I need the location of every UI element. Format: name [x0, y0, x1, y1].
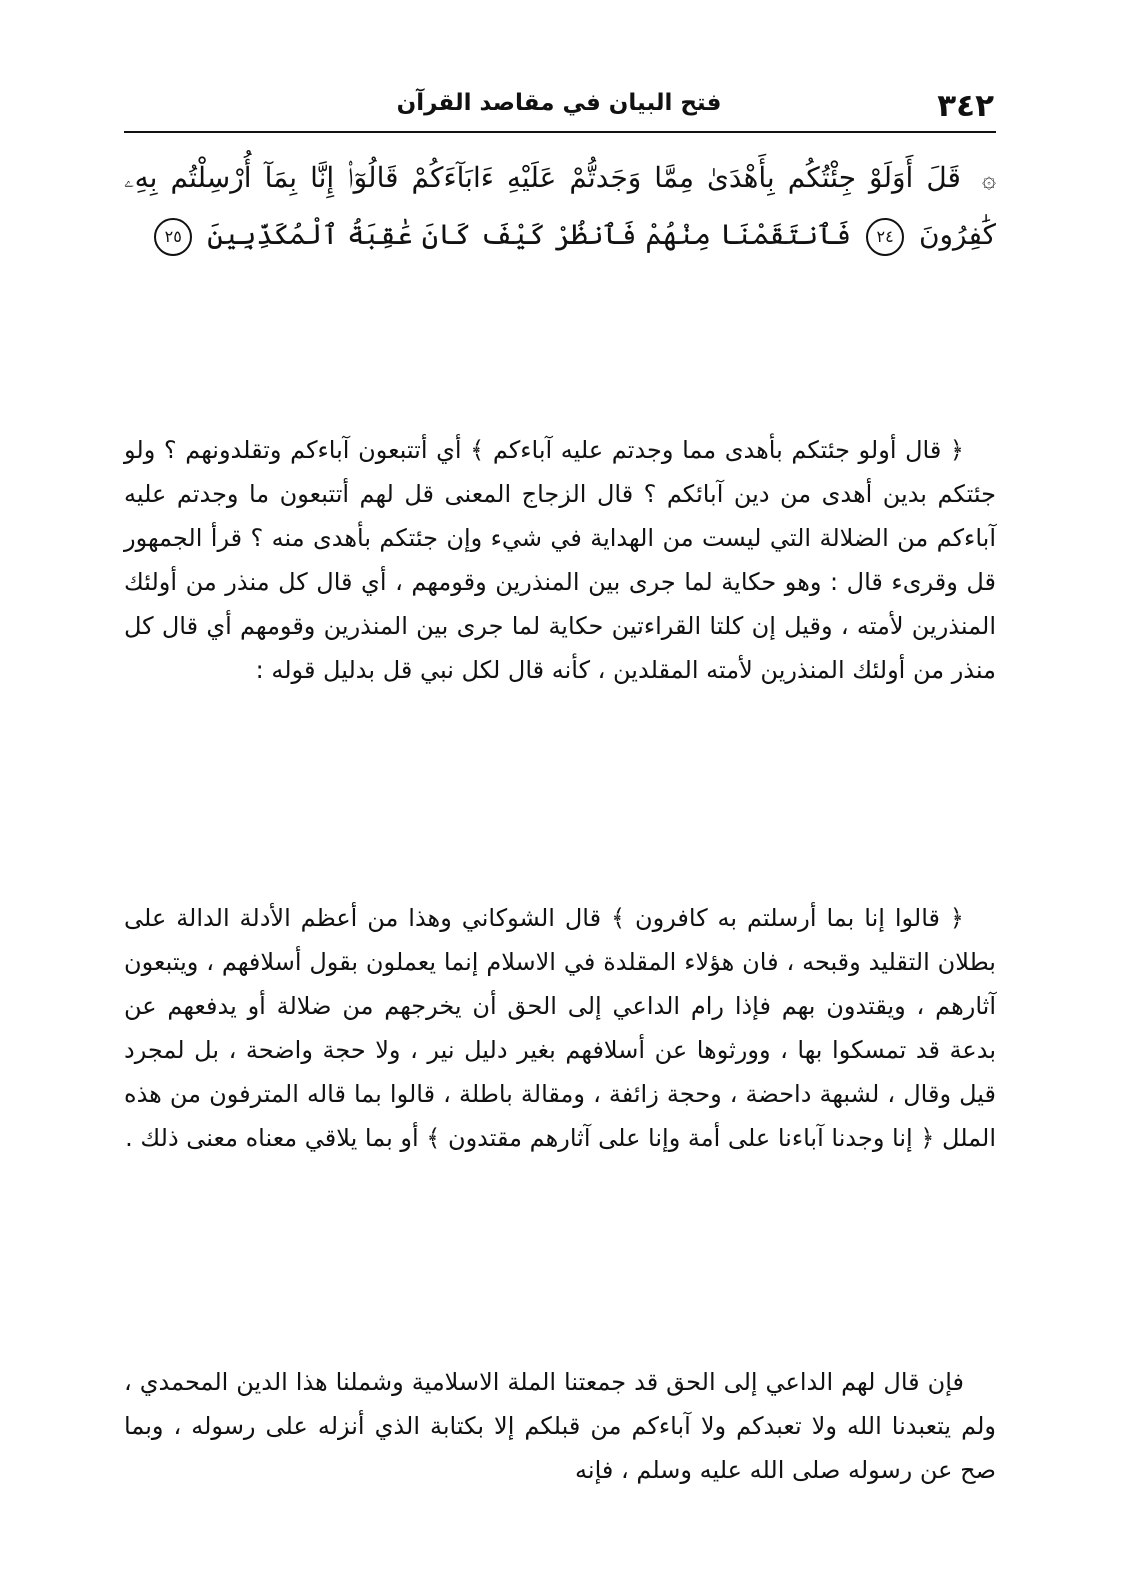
commentary-paragraph-3: فإن قال لهم الداعي إلى الحق قد جمعتنا الملة الاسلامية وشملنا هذا الدين المحمدي ، ولم يتعبدنا الله ولا تعبدكم ولا آباءكم من قبلكم إلا بكتابة الذي أنزله على رسوله ، وبما صح عن رسوله صلى الله عليه وسلم ، فإنه [124, 1368, 996, 1484]
page-header [124, 86, 994, 130]
rub-el-hizb-icon: ۞ [981, 165, 996, 193]
quran-verse-block [124, 150, 996, 262]
ayah-number-24: ٢٤ [866, 218, 904, 256]
verse-25-text: فَٱنتَقَمْنَا مِنْهُمْ فَٱنظُرْ كَيْفَ كَانَ عَٰقِبَةُ ٱلْمُكَذِّبِينَ [207, 218, 852, 251]
commentary-paragraph-2: ﴿ قالوا إنا بما أرسلتم به كافرون ﴾ قال الشوكاني وهذا من أعظم الأدلة الدالة على بطلان التقليد وقبحه ، فان هؤلاء المقلدة في الاسلام إنما يعملون بقول أسلافهم ، ويتبعون آثارهم ، ويقتدون بهم فإذا رام الداعي إلى الحق أن يخرجهم من ضلالة أو يدفعهم عن بدعة قد تمسكوا بها ، وورثوها عن أسلافهم بغير دليل نير ، ولا حجة واضحة ، بل لمجرد قيل وقال ، لشبهة داحضة ، وحجة زائفة ، ومقالة باطلة ، قالوا بما قاله المترفون من هذه الملل ﴿ إنا وجدنا آباءنا على أمة وإنا على آثارهم مقتدون ﴾ أو بما يلاقي معناه معنى ذلك . [124, 904, 996, 1152]
ayah-number-25: ٢٥ [154, 218, 192, 256]
page-number: ٣٤٢ [937, 88, 994, 124]
header-divider [124, 131, 996, 133]
running-title: فتح البيان في مقاصد القرآن [396, 90, 722, 116]
verse-24-text: قَلَ أَوَلَوْ جِئْتُكُم بِأَهْدَىٰ مِمَّا وَجَدتُّمْ عَلَيْهِ ءَابَآءَكُمْ قَالُوٓا۟ إِنَّا بِمَآ أُرْسِلْتُم بِهِۦ كَٰفِرُونَ [124, 161, 996, 251]
commentary-paragraph-1: ﴿ قال أولو جئتكم بأهدى مما وجدتم عليه آباءكم ﴾ أي أتتبعون آباءكم وتقلدونهم ؟ ولو جئتكم بدين أهدى من دين آبائكم ؟ قال الزجاج المعنى قل لهم أتتبعون ما وجدتم عليه آباءكم من الضلالة التي ليست من الهداية في شيء وإن جئتكم بأهدى منه ؟ قرأ الجمهور قل وقرىء قال : وهو حكاية لما جرى بين المنذرين وقومهم ، أي قال كل منذر من أولئك المنذرين لأمته ، وقيل إن كلتا القراءتين حكاية لما جرى بين المنذرين وقومهم أي قال كل منذر من أولئك المنذرين لأمته المقلدين ، كأنه قال لكل نبي قل بدليل قوله : [124, 436, 996, 684]
